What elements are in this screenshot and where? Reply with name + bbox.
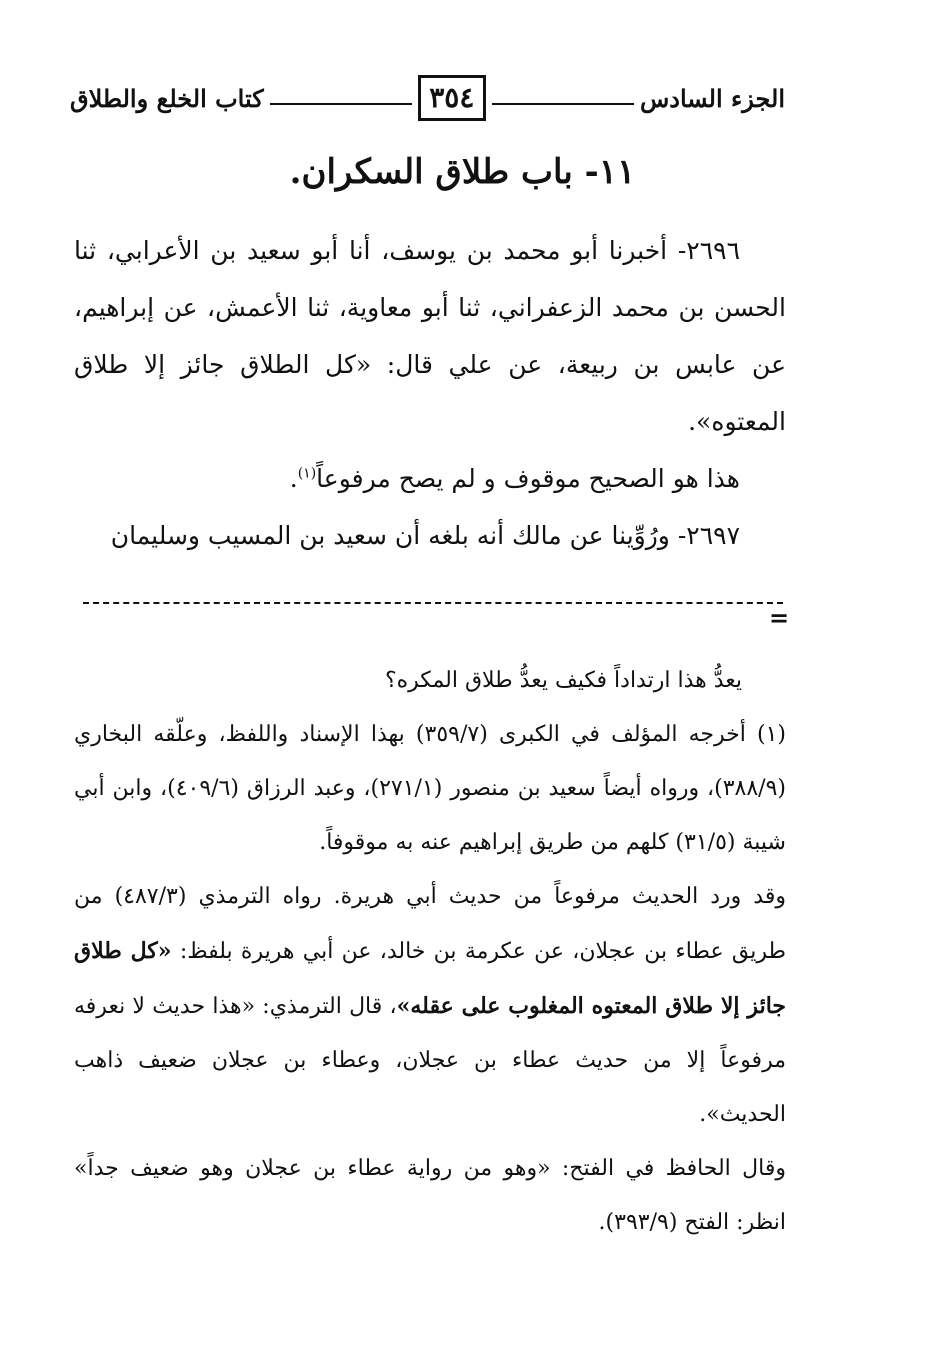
- para2-text-a: وقد ورد الحديث مرفوعاً من حديث أبي هريرة. رواه الترمذي (٤٨٧/٣) من طريق عطاء بن عجلان، عن عكرمة بن خالد، عن أبي هريرة بلفظ:: [74, 884, 787, 964]
- hadith-2696-comment: [74, 450, 786, 507]
- page-number: ٣٥٤: [418, 75, 486, 121]
- footnote-1: (١) أخرجه المؤلف في الكبرى (٣٥٩/٧) بهذا الإسناد واللفظ، وعلّقه البخاري (٣٨٨/٩)، ورواه أيضاً سعيد بن منصور (٢٧١/١)، وعبد الرزاق (٤٠٩/٦)، وابن أبي شيبة (٣١/٥) كلهم من طريق إبراهيم عنه به موقوفاً.: [74, 722, 786, 855]
- page-header: [70, 70, 785, 126]
- footnote-ref: (١): [297, 465, 317, 482]
- footnote-carry-over: يعدُّ هذا ارتداداً فكيف يعدُّ طلاق المكره؟: [384, 668, 742, 693]
- hadith-2696: ٢٦٩٦- أخبرنا أبو محمد بن يوسف، أنا أبو سعيد بن الأعرابي، ثنا الحسن بن محمد الزعفراني، ثنا أبو معاوية، ثنا الأعمش، عن إبراهيم، عن عابس بن ربيعة، عن علي قال: «كل الطلاق جائز إلا طلاق المعتوه».: [74, 236, 786, 436]
- footnote-1-para3: وقال الحافظ في الفتح: «وهو من رواية عطاء بن عجلان وهو ضعيف جداً» انظر: الفتح (٣٩٣/٩).: [74, 1156, 786, 1235]
- hadith-2697: ٢٦٩٧- ورُوِّينا عن مالك أنه بلغه أن سعيد بن المسيب وسليمان: [110, 521, 740, 550]
- para2-quote-bold: «كل طلاق جائز إلا طلاق المعتوه المغلوب على عقله»: [74, 938, 786, 1019]
- footnotes: [74, 654, 786, 1250]
- main-text: [74, 222, 786, 564]
- footnote-1-para2: [74, 870, 786, 1142]
- comment-text: هذا هو الصحيح موقوف و لم يصح مرفوعاً: [316, 464, 740, 493]
- footnote-separator: [83, 596, 790, 636]
- header-rule-left: [270, 103, 412, 105]
- comment-end: .: [289, 464, 298, 493]
- para2-text-b: ، قال الترمذي: «هذا حديث لا نعرفه مرفوعاً إلا من حديث عطاء بن عجلان، وعطاء بن عجلان ضعيف ذاهب الحديث».: [74, 994, 786, 1127]
- continuation-mark: =: [769, 604, 790, 632]
- header-rule-right: [492, 103, 634, 105]
- chapter-title: ١١- باب طلاق السكران.: [289, 152, 636, 192]
- volume-label: الجزء السادس: [639, 83, 785, 113]
- book-title: كتاب الخلع والطلاق: [69, 83, 264, 113]
- separator-line: [83, 602, 783, 604]
